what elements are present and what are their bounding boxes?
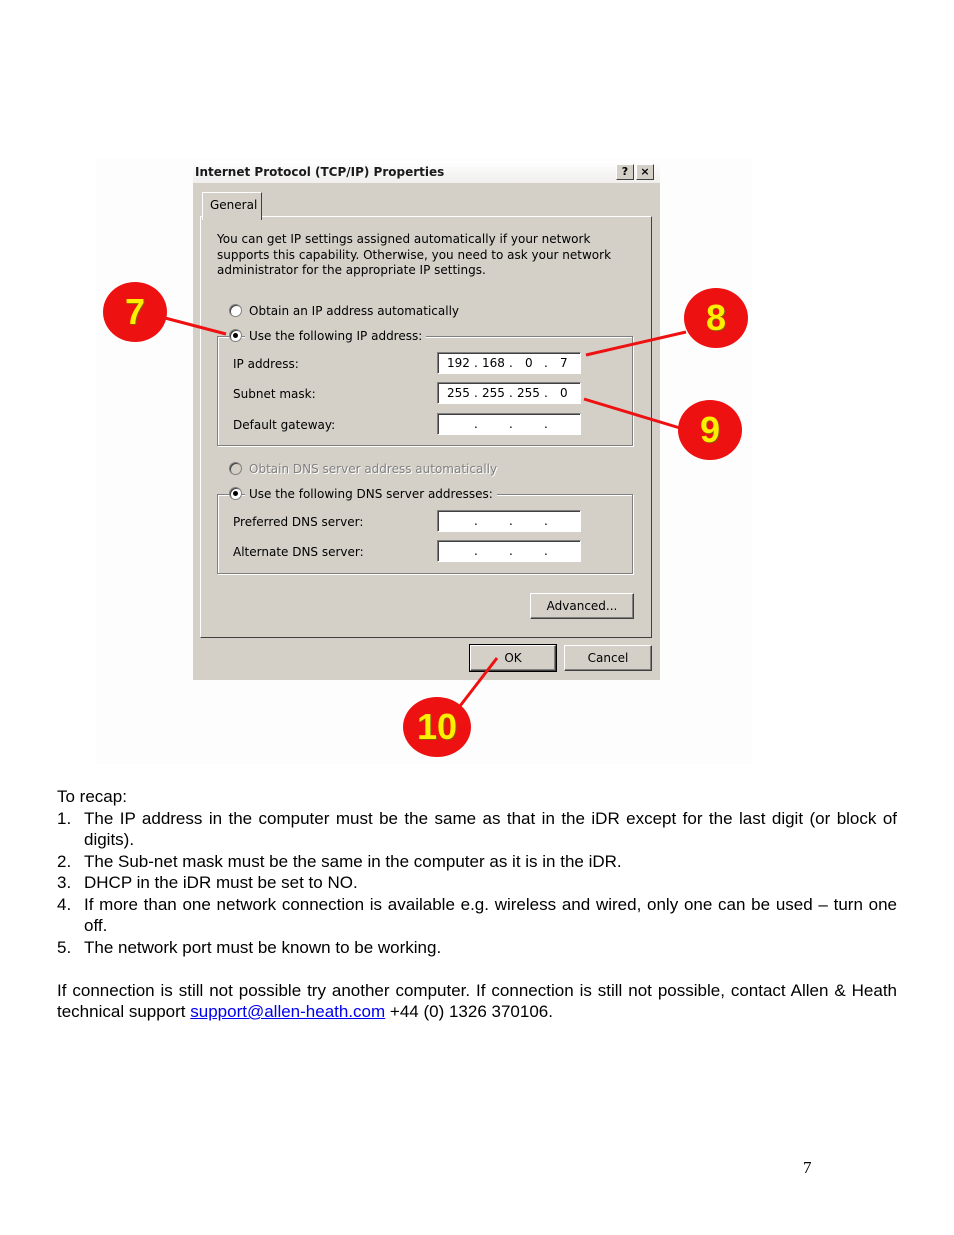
list-item [57, 851, 897, 873]
recap-list [57, 808, 897, 959]
list-text: The IP address in the computer must be the same as that in the iDR except for the last digit (or block of digits). [84, 808, 897, 849]
alternate-dns-field[interactable] [437, 540, 581, 562]
ok-button[interactable]: OK [470, 645, 556, 671]
list-number: 3. [57, 873, 72, 892]
auto-ip-radio[interactable] [229, 304, 242, 317]
list-item [57, 872, 897, 894]
dialog-titlebar [193, 161, 660, 183]
cancel-button[interactable]: Cancel [564, 645, 652, 671]
list-text: DHCP in the iDR must be set to NO. [84, 873, 358, 892]
dns-dot: . [509, 544, 513, 558]
auto-dns-label: Obtain DNS server address automatically [249, 462, 498, 476]
gateway-dot: . [544, 417, 548, 431]
preferred-dns-field[interactable] [437, 510, 581, 532]
callout-8: 8 [684, 288, 748, 348]
callout-10: 10 [403, 697, 471, 757]
recap-heading: To recap: [57, 787, 127, 806]
ip-address-label: IP address: [233, 357, 299, 371]
ip-dot: . [474, 356, 478, 370]
subnet-dot: . [474, 386, 478, 400]
alternate-dns-label: Alternate DNS server: [233, 545, 364, 559]
help-button[interactable]: ? [616, 164, 634, 180]
advanced-button[interactable]: Advanced... [530, 593, 634, 619]
dialog-title: Internet Protocol (TCP/IP) Properties [195, 165, 445, 179]
support-email-link[interactable]: support@allen-heath.com [190, 1002, 386, 1021]
callout-9: 9 [678, 400, 742, 460]
subnet-mask-label: Subnet mask: [233, 387, 316, 401]
dns-group [217, 494, 633, 574]
ip-octet-4: 7 [560, 356, 568, 370]
list-number: 2. [57, 851, 72, 871]
gateway-dot: . [509, 417, 513, 431]
dns-dot: . [544, 544, 548, 558]
manual-ip-label: Use the following IP address: [245, 329, 426, 343]
subnet-octet-4: 0 [560, 386, 568, 400]
dns-dot: . [509, 514, 513, 528]
dns-dot: . [544, 514, 548, 528]
tcpip-properties-dialog [193, 161, 660, 680]
close-button[interactable]: × [636, 164, 654, 180]
manual-ip-radio[interactable] [229, 329, 242, 342]
recap-section [57, 786, 897, 1023]
list-text: If more than one network connection is available e.g. wireless and wired, only one can be used – turn one off. [84, 894, 897, 935]
list-text: The Sub-net mask must be the same in the computer as it is in the iDR. [84, 851, 622, 871]
dns-dot: . [474, 514, 478, 528]
list-number: 5. [57, 937, 72, 957]
subnet-octet-3: 255 [517, 386, 540, 400]
ip-octet-2: 168 [482, 356, 505, 370]
callout-7: 7 [103, 282, 167, 342]
gateway-field[interactable] [437, 413, 581, 435]
gateway-label: Default gateway: [233, 418, 336, 432]
tab-general-label: General [210, 198, 258, 212]
subnet-mask-field[interactable] [437, 382, 581, 404]
manual-dns-label: Use the following DNS server addresses: [245, 487, 497, 501]
ip-address-field[interactable] [437, 352, 581, 374]
page-number: 7 [803, 1158, 812, 1177]
dns-dot: . [474, 544, 478, 558]
manual-dns-radio[interactable] [229, 487, 242, 500]
ip-octet-3: 0 [525, 356, 533, 370]
closing-paragraph [57, 980, 897, 1023]
list-item [57, 894, 897, 937]
ip-dot: . [509, 356, 513, 370]
tab-general[interactable] [202, 192, 262, 220]
subnet-octet-2: 255 [482, 386, 505, 400]
preferred-dns-label: Preferred DNS server: [233, 515, 364, 529]
list-text: The network port must be known to be working. [84, 937, 442, 957]
list-item [57, 937, 897, 959]
description-text: You can get IP settings assigned automatically if your network supports this capability. Otherwise, you need to ask your network administrator for the appropriate IP settings. [217, 232, 612, 277]
subnet-dot: . [544, 386, 548, 400]
auto-ip-label: Obtain an IP address automatically [249, 304, 460, 318]
ip-octet-1: 192 [447, 356, 470, 370]
subnet-octet-1: 255 [447, 386, 470, 400]
ip-dot: . [544, 356, 548, 370]
list-number: 1. [57, 808, 72, 828]
closing-text-2: +44 (0) 1326 370106. [385, 1002, 553, 1021]
auto-dns-radio[interactable] [229, 462, 242, 475]
gateway-dot: . [474, 417, 478, 431]
list-item [57, 808, 897, 851]
closing-text-1: If connection is still not possible try another computer. If connection is still not possible, contact Allen & Heath technical support [57, 980, 897, 1021]
general-panel [200, 216, 652, 638]
list-number: 4. [57, 894, 72, 914]
subnet-dot: . [509, 386, 513, 400]
